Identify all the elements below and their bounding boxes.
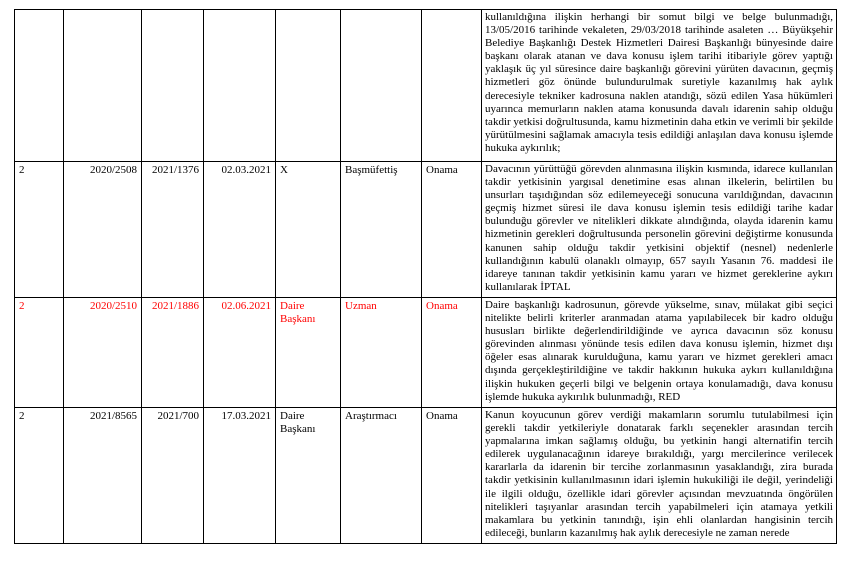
decision-date: 02.03.2021 xyxy=(204,162,276,298)
new-position xyxy=(341,10,422,162)
decisions-table xyxy=(14,9,837,544)
table-row xyxy=(15,10,837,162)
result xyxy=(422,10,482,162)
decision-summary: kullanıldığına ilişkin herhangi bir somut bilgi ve belge bulunmadığı, 13/05/2016 tarihinde vekaleten, 29/03/2018 tarihinde asaleten … Büyükşehir Belediye Başkanlığı Destek Hizmetleri Dairesi Başkanlığı bünyesinde daire başkanı olarak atanan ve dava konusu işlem tarihi itibariyle görev yaptığı yaklaşık üç yıl süresince daire başkanlığı görevini yürüten davacının, geçmiş hizmetleri göz önünde bulundurulmak suretiyle kazanılmış hak aylık derecesiyle tekniker kadrosuna naklen atandığı, sözü edilen Yasa hükümleri uyarınca memurların naklen atama konusunda davalı idarenin sahip olduğu takdir yetkisi doğrultusunda, kamu hizmetinin daha etkin ve verimli bir şekilde yürütülmesini sağlamak amacıyla tesis edildiği anlaşılan dava konusu işlemde hukuka aykırılık; xyxy=(482,10,837,162)
karar-number xyxy=(142,10,204,162)
result: Onama xyxy=(422,298,482,408)
document-page xyxy=(14,9,836,544)
row-number: 2 xyxy=(15,408,64,544)
esas-number: 2020/2508 xyxy=(64,162,142,298)
previous-title: X xyxy=(276,162,341,298)
result: Onama xyxy=(422,408,482,544)
previous-title xyxy=(276,10,341,162)
decision-summary: Daire başkanlığı kadrosunun, görevde yükselme, sınav, mülakat gibi seçici nitelikte belirli kriterler aranmadan atama yapılabilecek bir kadro olduğu hususları birlikte değerlendirildiğinde ve ayrıca davacının söz konusu görevinden alınması yönünde tesis edilen dava konusu işlemin, hizmet dışı öğeler esas alınarak kurulduğuna, kamu yararı ve hizmet gerekleri amacı dışında gerçekleştirildiğine ve takdir hakkının hukuka aykırı kullanıldığına ilişkin hukuken geçerli bilgi ve belgenin ortaya konulamadığı, dava konusu işlemde hukuka aykırılık bulunmadığı, RED xyxy=(482,298,837,408)
row-number: 2 xyxy=(15,162,64,298)
new-position: Başmüfettiş xyxy=(341,162,422,298)
karar-number: 2021/700 xyxy=(142,408,204,544)
new-position: Uzman xyxy=(341,298,422,408)
result: Onama xyxy=(422,162,482,298)
decision-date: 17.03.2021 xyxy=(204,408,276,544)
table-row xyxy=(15,408,837,544)
table-row-highlighted xyxy=(15,298,837,408)
row-number: 2 xyxy=(15,298,64,408)
esas-number: 2021/8565 xyxy=(64,408,142,544)
esas-number xyxy=(64,10,142,162)
esas-number: 2020/2510 xyxy=(64,298,142,408)
table-row xyxy=(15,162,837,298)
karar-number: 2021/1376 xyxy=(142,162,204,298)
decision-summary: Davacının yürüttüğü görevden alınmasına ilişkin kısmında, idarece kullanılan takdir yetkisinin yargısal denetimine esas alınan ilkelerin, belirtilen bu unsurları taşıdığından söz edilemeyeceği sonucuna varıldığından, davacının geçmiş hizmet süresi ile dava konusu işlemin tesis edildiği tarihe kadar bulunduğu görevler ve nitelikleri dikkate alındığında, olayda idarenin kamu hizmetinin gerekleri doğrultusunda personelin görevini değiştirme konusunda kanunen sahip olduğu takdir yetkisini objektif (nesnel) nedenlerle kullandığının kabulü olanaklı olmayıp, 657 sayılı Yasanın 76. maddesi ile idareye tanınan takdir yetkisinin kamu yararı ve hizmet gereklerine aykırı kullanılarak İPTAL xyxy=(482,162,837,298)
new-position: Araştırmacı xyxy=(341,408,422,544)
previous-title: Daire Başkanı xyxy=(276,408,341,544)
decision-date: 02.06.2021 xyxy=(204,298,276,408)
decision-date xyxy=(204,10,276,162)
row-number xyxy=(15,10,64,162)
previous-title: Daire Başkanı xyxy=(276,298,341,408)
decision-summary: Kanun koyucunun görev verdiği makamların sorumlu tutulabilmesi için gerekli takdir yetkileriyle donatarak farklı seçenekler arasından tercih yapmalarına imkan sağlamış olduğu, bu yetkinin hangi alternatifin tercih edilerek uygulanacağının idareye bırakıldığı, yargı mercilerince verilecek kararlarla da idarenin bir tercihe zorlanmasının yasaklandığı, zira burada takdir yetkisinin kullanılmasının idari işlemin hukukiliği ile değil, yerindeliği ile ilgili olduğu, özellikle idari görevler açısından mevzuatında öngörülen nitelikleri taşıyanlar arasından tercih yapabilmeleri için atamaya yetkili makamlara bu yetkinin tanındığı, işin ehli olanlardan hangisinin tercih edileceği, bunların kazanılmış hak aylık derecesiyle ne zaman nerede xyxy=(482,408,837,544)
karar-number: 2021/1886 xyxy=(142,298,204,408)
